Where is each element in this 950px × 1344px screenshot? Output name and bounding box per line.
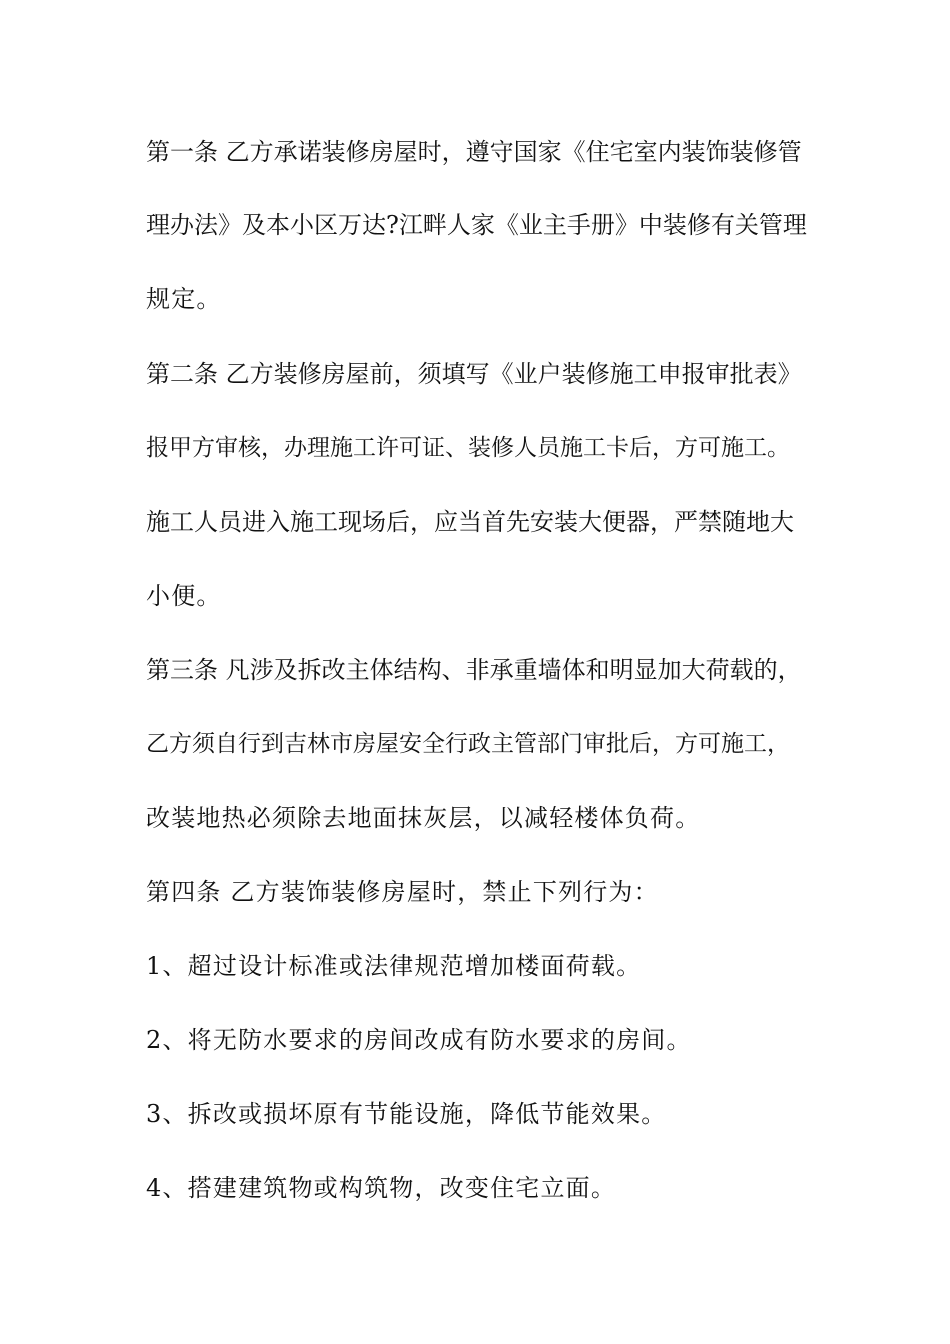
text-line: 3、拆改或损坏原有节能设施，降低节能效果。	[146, 1100, 667, 1128]
text-line: 4、搭建建筑物或构筑物，改变住宅立面。	[146, 1174, 617, 1202]
text-line: 规定。	[146, 285, 222, 313]
text-line: 改装地热必须除去地面抹灰层，以减轻楼体负荷。	[146, 804, 701, 832]
text-line: 第四条 乙方装饰装修房屋时，禁止下列行为：	[146, 878, 659, 906]
text-line: 施工人员进入施工现场后，应当首先安装大便器，严禁随地大	[146, 508, 794, 536]
text-line: 理办法》及本小区万达?江畔人家《业主手册》中装修有关管理	[146, 211, 807, 239]
text-line: 小便。	[146, 582, 222, 610]
text-line: 第一条 乙方承诺装修房屋时，遵守国家《住宅室内装饰装修管	[146, 138, 802, 166]
text-line: 第二条 乙方装修房屋前，须填写《业户装修施工申报审批表》	[146, 360, 802, 388]
text-line: 报甲方审核，办理施工许可证、装修人员施工卡后，方可施工。	[146, 435, 790, 461]
text-line: 2、将无防水要求的房间改成有防水要求的房间。	[146, 1026, 692, 1054]
text-line: 1、超过设计标准或法律规范增加楼面荷载。	[146, 952, 642, 980]
text-line: 乙方须自行到吉林市房屋安全行政主管部门审批后，方可施工，	[146, 731, 790, 757]
text-line: 第三条 凡涉及拆改主体结构、非承重墙体和明显加大荷载的，	[146, 656, 802, 684]
